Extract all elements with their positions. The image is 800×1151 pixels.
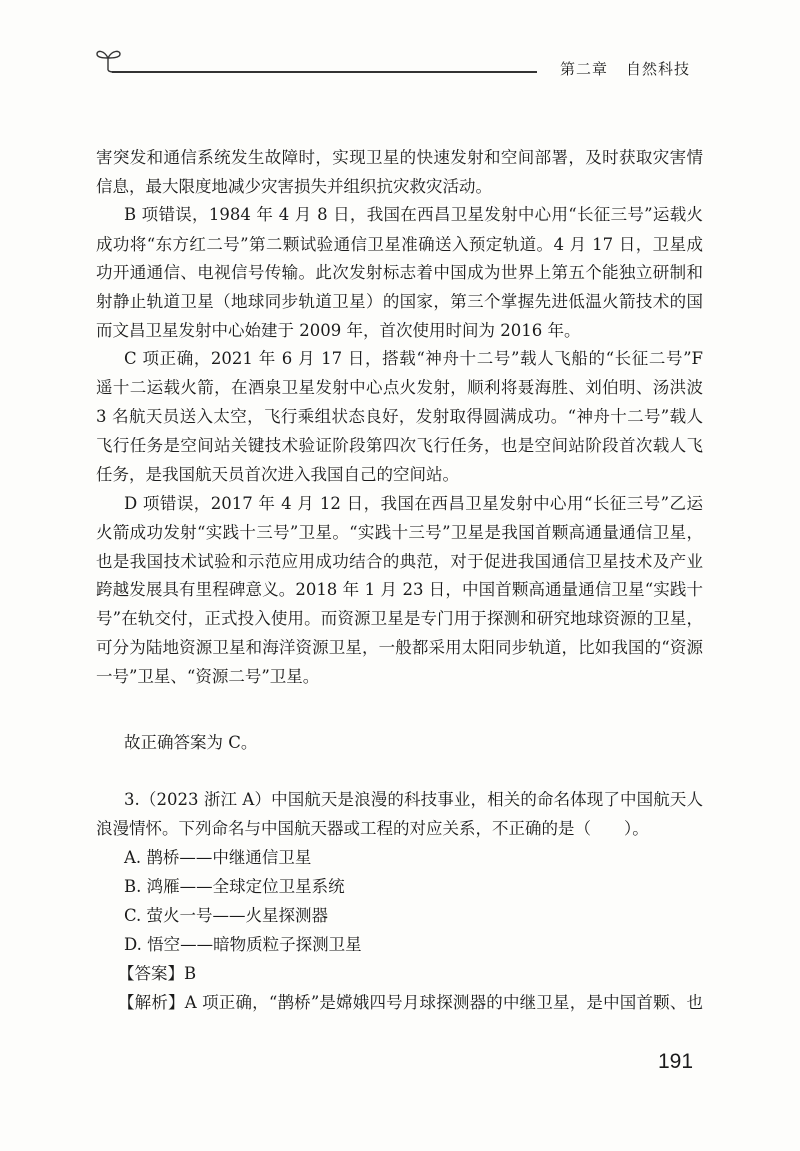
option-b: B. 鸿雁——全球定位卫星系统 xyxy=(124,877,345,896)
text-line: 也是我国技术试验和示范应用成功结合的典范，对于促进我国通信卫星技术及产业 xyxy=(96,552,703,571)
text-line: C 项正确，2021 年 6 月 17 日，搭载“神舟十二号”载人飞船的“长征二号”F xyxy=(124,349,703,368)
conclusion: 故正确答案为 C。 xyxy=(124,733,258,752)
running-header xyxy=(560,58,690,79)
section-label: 自然科技 xyxy=(626,60,691,78)
chapter-label: 第二章 xyxy=(560,60,609,78)
text-line: 射静止轨道卫星（地球同步轨道卫星）的国家，第三个掌握先进低温火箭技术的国 xyxy=(96,292,703,311)
header-rule xyxy=(112,71,537,73)
text-line: 信息，最大限度地减少灾害损失并组织抗灾救灾活动。 xyxy=(96,177,492,196)
text-line: 害突发和通信系统发生故障时，实现卫星的快速发射和空间部署，及时获取灾害情 xyxy=(96,148,703,167)
text-line: 遥十二运载火箭，在酒泉卫星发射中心点火发射，顺利将聂海胜、刘伯明、汤洪波 xyxy=(96,378,703,397)
analysis: 【解析】A 项正确，“鹊桥”是嫦娥四号月球探测器的中继卫星，是中国首颗、也 xyxy=(118,993,703,1012)
text-line: 3 名航天员送入太空，飞行乘组状态良好，发射取得圆满成功。“神舟十二号”载人 xyxy=(96,407,703,426)
text-line: B 项错误，1984 年 4 月 8 日，我国在西昌卫星发射中心用“长征三号”运载火 xyxy=(124,205,703,224)
text-line: 而文昌卫星发射中心始建于 2009 年，首次使用时间为 2016 年。 xyxy=(96,321,581,340)
text-line: 任务，是我国航天员首次进入我国自己的空间站。 xyxy=(96,465,459,484)
text-line: 跨越发展具有里程碑意义。2018 年 1 月 23 日，中国首颗高通量通信卫星“实践十 xyxy=(96,580,703,599)
text-line: 飞行任务是空间站关键技术验证阶段第四次飞行任务，也是空间站阶段首次载人飞 xyxy=(96,436,703,455)
sprout-icon xyxy=(94,44,124,74)
text-line: 一号”卫星、“资源二号”卫星。 xyxy=(96,667,320,686)
text-line: 号”在轨交付，正式投入使用。而资源卫星是专门用于探测和研究地球资源的卫星， xyxy=(96,609,703,628)
option-d: D. 悟空——暗物质粒子探测卫星 xyxy=(124,935,362,954)
text-line: D 项错误，2017 年 4 月 12 日，我国在西昌卫星发射中心用“长征三号”乙运 xyxy=(124,494,703,513)
text-line: 可分为陆地资源卫星和海洋资源卫星，一般都采用太阳同步轨道，比如我国的“资源 xyxy=(96,638,703,657)
answer: 【答案】B xyxy=(118,964,197,983)
text-line: 功开通通信、电视信号传输。此次发射标志着中国成为世界上第五个能独立研制和 xyxy=(96,263,703,282)
text-line: 火箭成功发射“实践十三号”卫星。“实践十三号”卫星是我国首颗高通量通信卫星， xyxy=(96,523,703,542)
option-a: A. 鹊桥——中继通信卫星 xyxy=(124,848,312,867)
option-c: C. 萤火一号——火星探测器 xyxy=(124,906,329,925)
text-line: 成功将“东方红二号”第二颗试验通信卫星准确送入预定轨道。4 月 17 日，卫星成 xyxy=(96,235,703,254)
question-stem: 3.（2023 浙江 A）中国航天是浪漫的科技事业，相关的命名体现了中国航天人 xyxy=(124,790,703,809)
question-stem: 浪漫情怀。下列命名与中国航天器或工程的对应关系，不正确的是（ ）。 xyxy=(96,819,649,838)
page-number: 191 xyxy=(658,1050,694,1073)
